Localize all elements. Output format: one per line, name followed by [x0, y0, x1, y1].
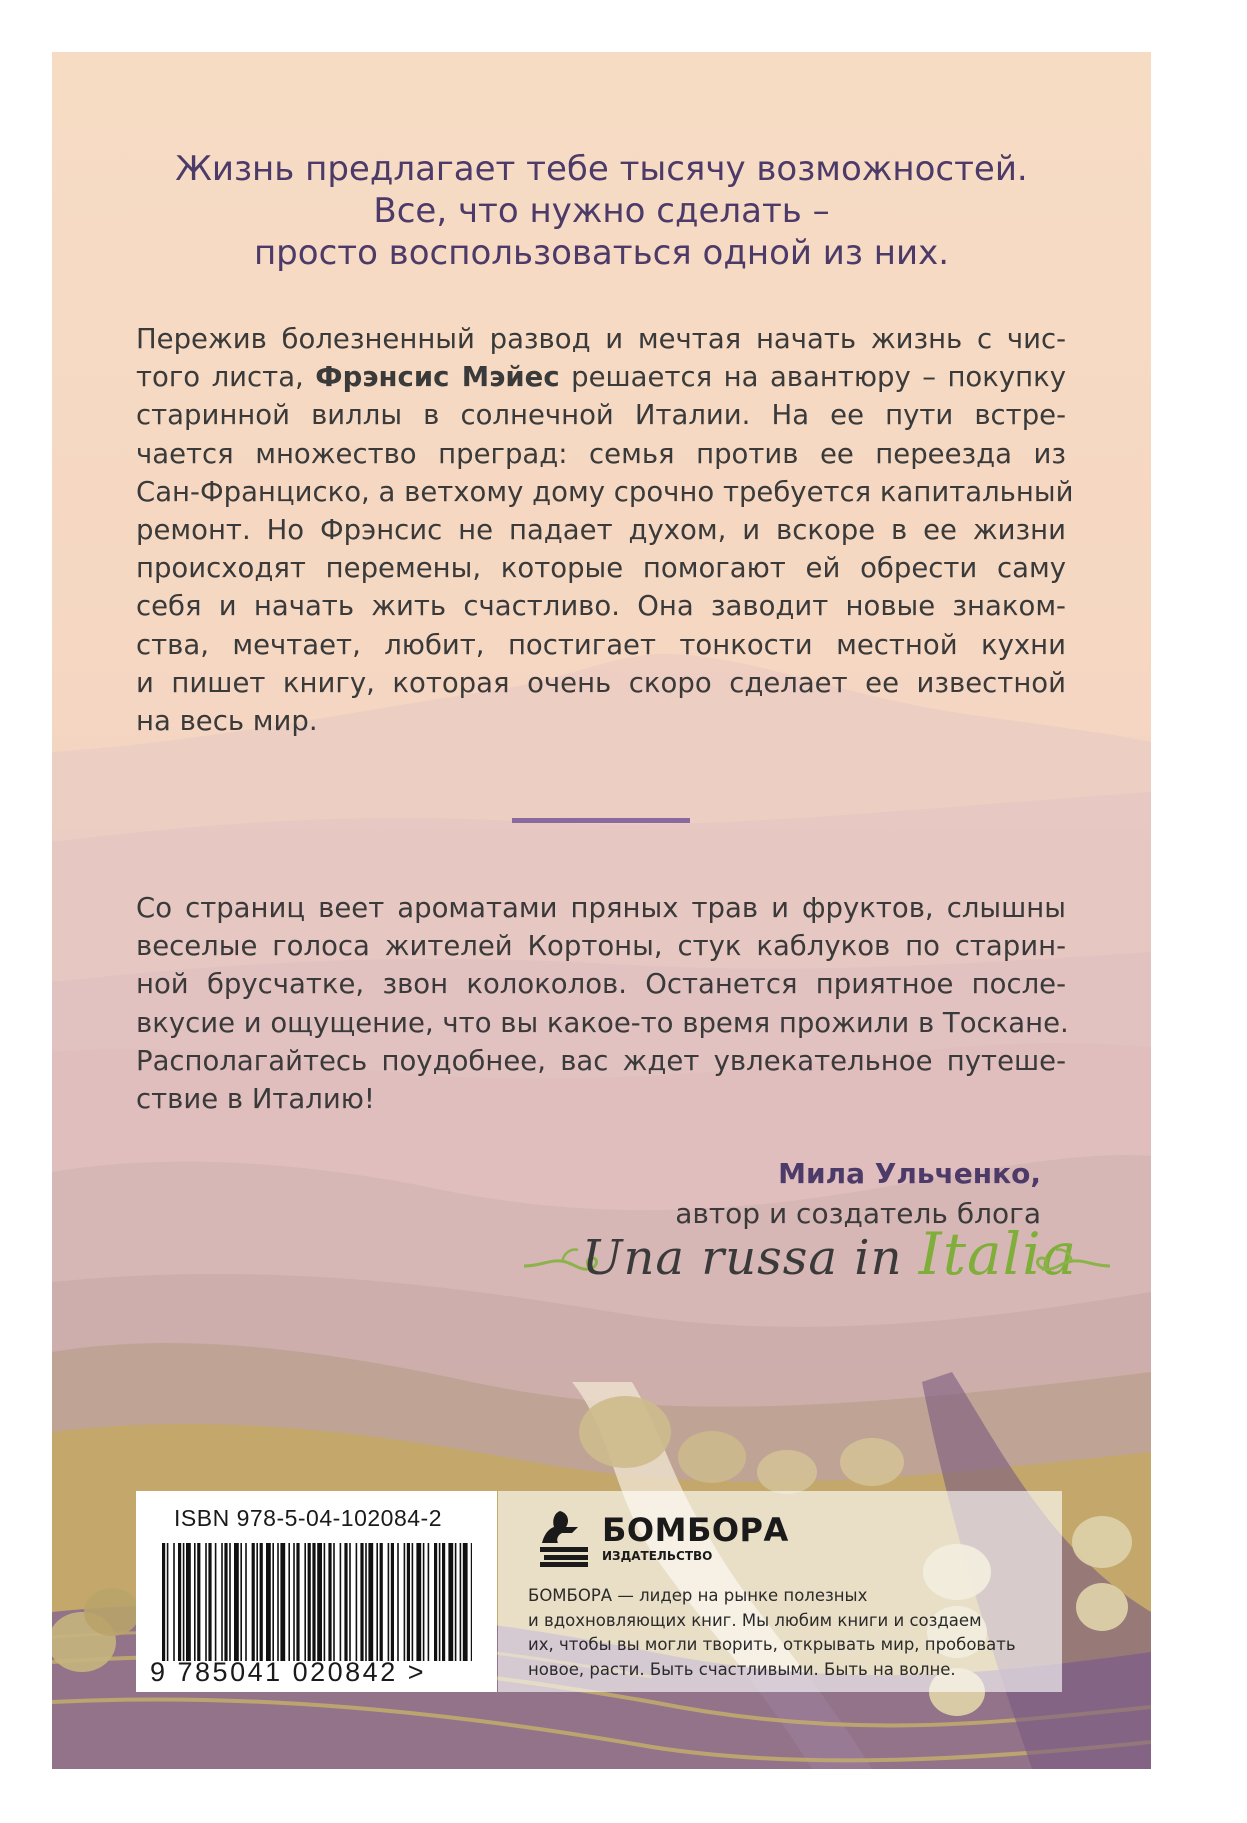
author-name-bold: Фрэнсис Мэйес	[315, 361, 560, 394]
barcode-bar	[229, 1543, 231, 1661]
barcode-bar	[215, 1543, 217, 1661]
barcode-bar	[221, 1543, 223, 1661]
barcode-bar	[328, 1543, 331, 1661]
barcode-bar	[428, 1543, 430, 1661]
barcode-bar	[224, 1543, 227, 1661]
barcode-bar	[434, 1543, 437, 1661]
description-line: Сан-Франциско, а ветхому дому срочно требуется капитальный	[136, 475, 1074, 508]
publisher-subtitle: ИЗДАТЕЛЬСТВО	[602, 1549, 713, 1563]
barcode-bar	[308, 1543, 311, 1661]
description-line	[136, 358, 1066, 396]
bombora-logo-icon	[538, 1509, 590, 1567]
barcode-bar	[277, 1543, 279, 1661]
barcode-bar	[260, 1543, 263, 1661]
barcode-bar	[183, 1543, 185, 1661]
barcode-bar	[388, 1543, 390, 1661]
review-quote	[136, 889, 1069, 1118]
description-text: решается на авантюру – покупку	[571, 361, 1067, 394]
book-description	[136, 320, 1074, 740]
review-author: Мила Ульченко,	[778, 1157, 1041, 1190]
publisher-description	[528, 1584, 1048, 1682]
blog-logo	[522, 1204, 1112, 1314]
review-line: ной брусчатке, звон колоколов. Останется приятное после-	[136, 968, 1066, 1001]
description-line: себя и начать жить счастливо. Она заводит новые знаком-	[136, 590, 1066, 623]
barcode-bar	[304, 1543, 306, 1661]
description-line: старинной виллы в солнечной Италии. На ее пути встре-	[136, 399, 1066, 432]
barcode-bar	[356, 1543, 358, 1661]
barcode-bar	[162, 1543, 165, 1661]
barcode-bar	[442, 1543, 445, 1661]
tagline-line: просто воспользоваться одной из них.	[253, 233, 950, 273]
barcode-bar	[312, 1543, 315, 1661]
barcode-bar	[404, 1543, 406, 1661]
barcode-bar	[423, 1543, 425, 1661]
review-line: вкусие и ощущение, что вы какое-то время прожили в Тоскане.	[136, 1006, 1069, 1039]
barcode-bar	[205, 1543, 207, 1661]
barcode-bar	[317, 1543, 322, 1661]
tagline	[52, 148, 1151, 274]
description-line: чается множество преград: семья против ее переезда из	[136, 437, 1066, 470]
blog-name-part: Una russa in	[582, 1230, 903, 1286]
tagline-line: Жизнь предлагает тебе тысячу возможностей.	[175, 149, 1028, 189]
barcode-bar	[344, 1543, 347, 1661]
barcode-bar	[455, 1543, 457, 1661]
barcode-bar	[349, 1543, 351, 1661]
isbn-box	[136, 1491, 497, 1692]
barcode-bar	[173, 1543, 175, 1661]
barcode-bar	[360, 1543, 363, 1661]
barcode-bar	[376, 1543, 378, 1661]
barcode-bar	[256, 1543, 258, 1661]
barcode-bar	[397, 1543, 399, 1661]
description-line: ства, мечтает, любит, постигает тонкости местной кухни	[136, 628, 1066, 661]
barcode-bar	[234, 1543, 239, 1661]
barcode-bar	[186, 1543, 191, 1661]
barcode-bar	[266, 1543, 271, 1661]
section-divider	[512, 818, 690, 823]
description-line: на весь мир.	[136, 705, 318, 738]
flourish-right-icon	[1032, 1244, 1112, 1294]
barcode-bar	[471, 1543, 472, 1661]
barcode-bar	[340, 1543, 342, 1661]
barcode-bar	[272, 1543, 274, 1661]
review-line: Располагайтесь поудобнее, вас ждет увлекательное путеше-	[136, 1044, 1066, 1077]
barcode-bar	[439, 1543, 441, 1661]
blog-name-accent: Italia	[918, 1220, 1078, 1288]
barcode-digits: 9 785041 020842 >	[150, 1657, 426, 1687]
publisher-box	[498, 1491, 1062, 1692]
barcode-bar	[368, 1543, 373, 1661]
blog-name	[582, 1220, 1078, 1288]
barcode-bar	[416, 1543, 421, 1661]
publisher-name: БОМБОРА	[602, 1511, 789, 1549]
barcode-bar	[380, 1543, 383, 1661]
barcode-bar	[391, 1543, 394, 1661]
barcode-bar	[463, 1543, 468, 1661]
barcode-bar	[167, 1543, 169, 1661]
description-text: того листа,	[136, 361, 304, 394]
barcode-bar	[208, 1543, 211, 1661]
barcode-bar	[407, 1543, 410, 1661]
publisher-line: новое, расти. Быть счастливыми. Быть на волне.	[528, 1659, 956, 1679]
barcode-bar	[197, 1543, 200, 1661]
barcode-bar	[240, 1543, 242, 1661]
barcode-bar	[412, 1543, 414, 1661]
barcode-bar	[460, 1543, 462, 1661]
book-back-cover	[52, 52, 1151, 1769]
publisher-line: БОМБОРА — лидер на рынке полезных	[528, 1586, 868, 1605]
barcode-bar	[324, 1543, 326, 1661]
barcode	[162, 1543, 472, 1661]
publisher-line: их, чтобы вы могли творить, открывать мир, пробовать	[528, 1635, 1016, 1654]
barcode-bar	[365, 1543, 367, 1661]
barcode-bar	[448, 1543, 453, 1661]
barcode-bar	[252, 1543, 255, 1661]
barcode-bar	[293, 1543, 295, 1661]
description-line: и пишет книгу, которая очень скоро сделает ее известной	[136, 666, 1066, 699]
barcode-bar	[333, 1543, 335, 1661]
description-line: ремонт. Но Фрэнсис не падает духом, и вскоре в ее жизни	[136, 514, 1066, 547]
description-line: происходят перемены, которые помогают ей обрести саму	[136, 552, 1066, 585]
description-line: Пережив болезненный развод и мечтая начать жизнь с чис-	[136, 323, 1066, 355]
review-author-role: автор и создатель блога	[675, 1197, 1041, 1230]
review-line: веселые голоса жителей Кортоны, стук каблуков по старин-	[136, 930, 1066, 963]
isbn-number: ISBN 978-5-04-102084-2	[174, 1505, 442, 1531]
publisher-line: и вдохновляющих книг. Мы любим книги и создаем	[528, 1610, 982, 1630]
barcode-bar	[178, 1543, 181, 1661]
tagline-line: Все, что нужно сделать –	[373, 191, 830, 231]
barcode-bar	[288, 1543, 290, 1661]
barcode-bar	[245, 1543, 247, 1661]
barcode-bar	[194, 1543, 196, 1661]
barcode-bar	[280, 1543, 285, 1661]
review-line: Со страниц веет ароматами пряных трав и фруктов, слышны	[136, 892, 1066, 924]
barcode-bar	[296, 1543, 299, 1661]
review-line: ствие в Италию!	[136, 1083, 375, 1116]
